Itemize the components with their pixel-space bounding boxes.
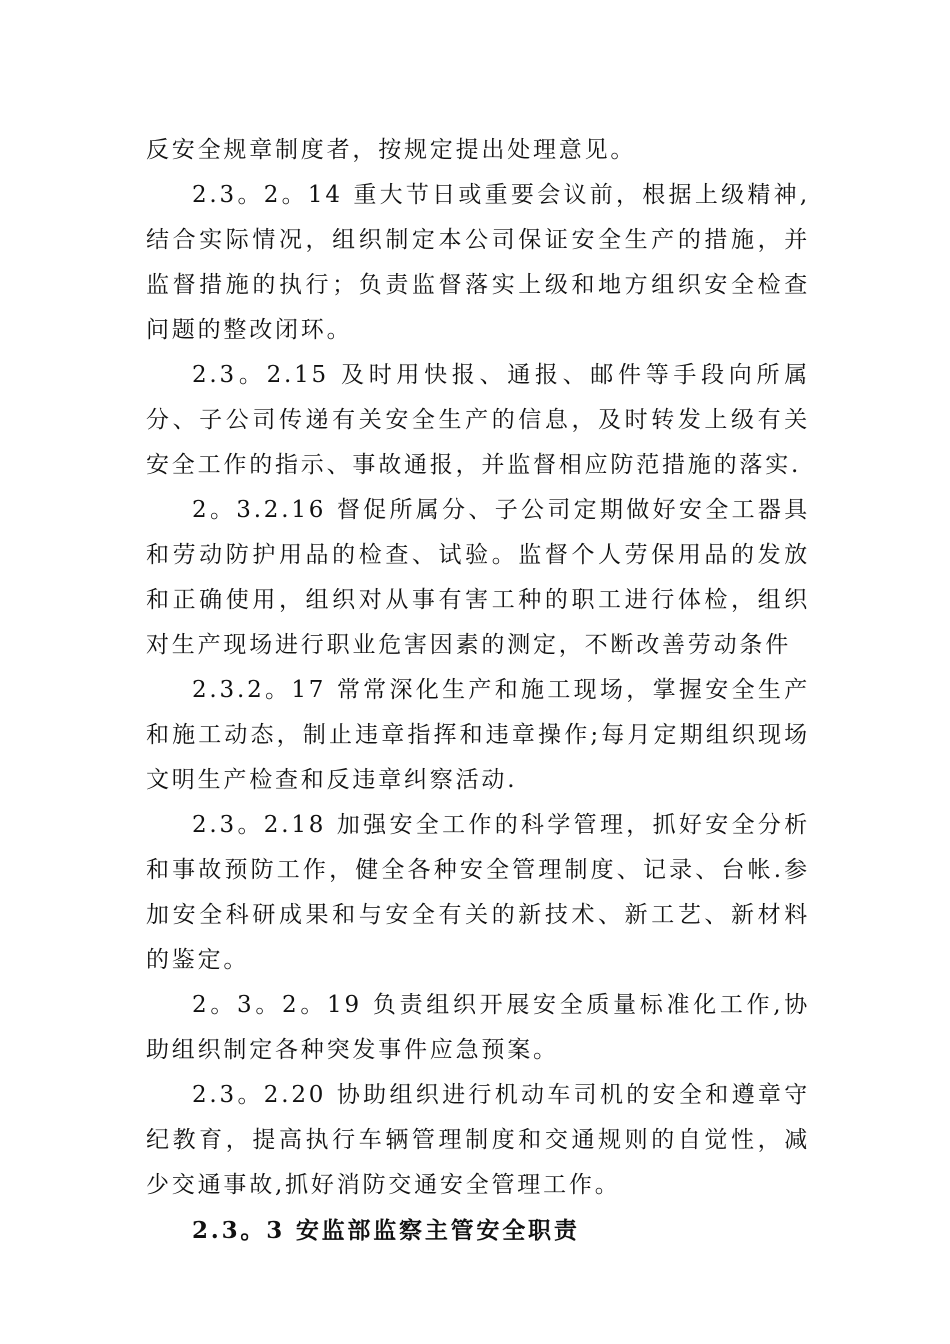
paragraph-2-3-2-17: 2.3.2。17 常常深化生产和施工现场，掌握安全生产和施工动态，制止违章指挥和违章操作;每月定期组织现场文明生产检查和反违章纠察活动. xyxy=(146,677,810,793)
paragraph-2-3-2-16: 2。3.2.16 督促所属分、子公司定期做好安全工器具和劳动防护用品的检查、试验。监督个人劳保用品的发放和正确使用，组织对从事有害工种的职工进行体检，组织对生产现场进行职业危害因素的测定，不断改善劳动条件 xyxy=(146,497,810,658)
paragraph-2-3-2-20: 2.3。2.20 协助组织进行机动车司机的安全和遵章守纪教育，提高执行车辆管理制度和交通规则的自觉性，减少交通事故,抓好消防交通安全管理工作。 xyxy=(146,1082,810,1198)
paragraph-continuation: 反安全规章制度者，按规定提出处理意见。 xyxy=(146,137,637,163)
paragraph-2-3-2-19: 2。3。2。19 负责组织开展安全质量标准化工作,协助组织制定各种突发事件应急预案。 xyxy=(146,992,810,1063)
paragraph-2-3-2-15: 2.3。2.15 及时用快报、通报、邮件等手段向所属分、子公司传递有关安全生产的信息，及时转发上级有关安全工作的指示、事故通报，并监督相应防范措施的落实. xyxy=(146,362,810,478)
document-body xyxy=(146,128,810,1253)
section-heading-2-3-3: 2.3。3 安监部监察主管安全职责 xyxy=(192,1217,580,1244)
paragraph-2-3-2-14: 2.3。2。14 重大节日或重要会议前，根据上级精神,结合实际情况，组织制定本公司保证安全生产的措施，并监督措施的执行；负责监督落实上级和地方组织安全检查问题的整改闭环。 xyxy=(146,182,810,343)
paragraph-2-3-2-18: 2.3。2.18 加强安全工作的科学管理，抓好安全分析和事故预防工作，健全各种安全管理制度、记录、台帐.参加安全科研成果和与安全有关的新技术、新工艺、新材料的鉴定。 xyxy=(146,812,810,973)
